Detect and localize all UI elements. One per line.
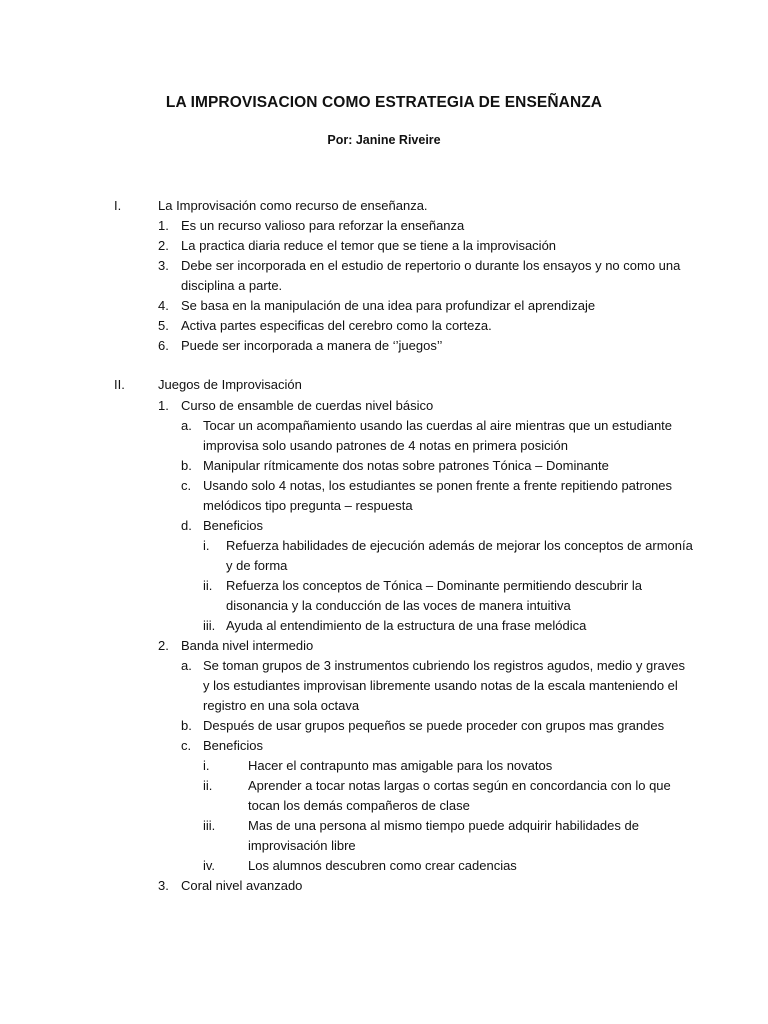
sublist-marker: d. bbox=[181, 518, 192, 533]
sublist-marker: a. bbox=[181, 658, 192, 673]
list-item-text: Puede ser incorporada a manera de ‘’juegos’’ bbox=[181, 338, 443, 353]
sublist-item-text: improvisa solo usando patrones de 4 notas en primera posición bbox=[203, 438, 568, 453]
list-marker: 2. bbox=[158, 638, 169, 653]
sublist-marker: b. bbox=[181, 458, 192, 473]
roman-item-text: tocan los demás compañeros de clase bbox=[248, 798, 470, 813]
roman-marker: iii. bbox=[203, 818, 216, 833]
section-heading: La Improvisación como recurso de enseñanza. bbox=[158, 198, 428, 213]
list-item-text: Es un recurso valioso para reforzar la enseñanza bbox=[181, 218, 465, 233]
roman-item-text: improvisación libre bbox=[248, 838, 356, 853]
section-heading: Juegos de Improvisación bbox=[158, 377, 302, 392]
roman-item-text: Refuerza los conceptos de Tónica – Dominante permitiendo descubrir la bbox=[226, 578, 642, 593]
sublist-marker: a. bbox=[181, 418, 192, 433]
roman-marker: iii. bbox=[203, 618, 216, 633]
section-marker: II. bbox=[114, 377, 125, 392]
sublist-marker: c. bbox=[181, 478, 192, 493]
roman-marker: ii. bbox=[203, 778, 213, 793]
sublist-marker: c. bbox=[181, 738, 192, 753]
sublist-item-text: Beneficios bbox=[203, 738, 263, 753]
list-marker: 6. bbox=[158, 338, 169, 353]
list-item-text: disciplina a parte. bbox=[181, 278, 283, 293]
document-title: LA IMPROVISACION COMO ESTRATEGIA DE ENSEÑANZA bbox=[165, 94, 603, 111]
section-marker: I. bbox=[114, 198, 122, 213]
document-author: Por: Janine Riveire bbox=[327, 133, 441, 147]
list-item-text: La practica diaria reduce el temor que se tiene a la improvisación bbox=[181, 238, 557, 253]
roman-item-text: disonancia y la conducción de las voces de manera intuitiva bbox=[226, 598, 571, 613]
sublist-item-text: Manipular rítmicamente dos notas sobre patrones Tónica – Dominante bbox=[203, 458, 609, 473]
list-marker: 1. bbox=[158, 398, 169, 413]
roman-marker: iv. bbox=[203, 858, 216, 873]
list-item-text: Curso de ensamble de cuerdas nivel básico bbox=[181, 398, 434, 413]
sublist-item-text: y los estudiantes improvisan libremente usando notas de la escala manteniendo el bbox=[203, 678, 678, 693]
list-marker: 1. bbox=[158, 218, 169, 233]
roman-item-text: Los alumnos descubren como crear cadencias bbox=[248, 858, 517, 873]
list-marker: 4. bbox=[158, 298, 169, 313]
roman-item-text: Ayuda al entendimiento de la estructura de una frase melódica bbox=[226, 618, 587, 633]
sublist-item-text: Tocar un acompañamiento usando las cuerdas al aire mientras que un estudiante bbox=[203, 418, 673, 433]
list-item-text: Activa partes especificas del cerebro como la corteza. bbox=[181, 318, 492, 333]
sublist-item-text: registro en una sola octava bbox=[203, 698, 360, 713]
sublist-item-text: Beneficios bbox=[203, 518, 263, 533]
roman-item-text: Hacer el contrapunto mas amigable para los novatos bbox=[248, 758, 553, 773]
sublist-item-text: Usando solo 4 notas, los estudiantes se ponen frente a frente repitiendo patrones bbox=[203, 478, 673, 493]
list-item-text: Debe ser incorporada en el estudio de repertorio o durante los ensayos y no como una bbox=[181, 258, 681, 273]
roman-marker: i. bbox=[203, 758, 210, 773]
roman-item-text: Aprender a tocar notas largas o cortas según en concordancia con lo que bbox=[248, 778, 671, 793]
roman-marker: ii. bbox=[203, 578, 213, 593]
sublist-item-text: Se toman grupos de 3 instrumentos cubriendo los registros agudos, medio y graves bbox=[203, 658, 685, 673]
list-marker: 2. bbox=[158, 238, 169, 253]
list-item-text: Banda nivel intermedio bbox=[181, 638, 314, 653]
roman-marker: i. bbox=[203, 538, 210, 553]
sublist-marker: b. bbox=[181, 718, 192, 733]
list-marker: 3. bbox=[158, 258, 169, 273]
list-marker: 5. bbox=[158, 318, 169, 333]
list-item-text: Coral nivel avanzado bbox=[181, 878, 303, 893]
sublist-item-text: melódicos tipo pregunta – respuesta bbox=[203, 498, 413, 513]
roman-item-text: Mas de una persona al mismo tiempo puede adquirir habilidades de bbox=[248, 818, 639, 833]
list-marker: 3. bbox=[158, 878, 169, 893]
roman-item-text: y de forma bbox=[226, 558, 288, 573]
sublist-item-text: Después de usar grupos pequeños se puede proceder con grupos mas grandes bbox=[203, 718, 665, 733]
roman-item-text: Refuerza habilidades de ejecución además de mejorar los conceptos de armonía bbox=[226, 538, 693, 553]
list-item-text: Se basa en la manipulación de una idea para profundizar el aprendizaje bbox=[181, 298, 596, 313]
